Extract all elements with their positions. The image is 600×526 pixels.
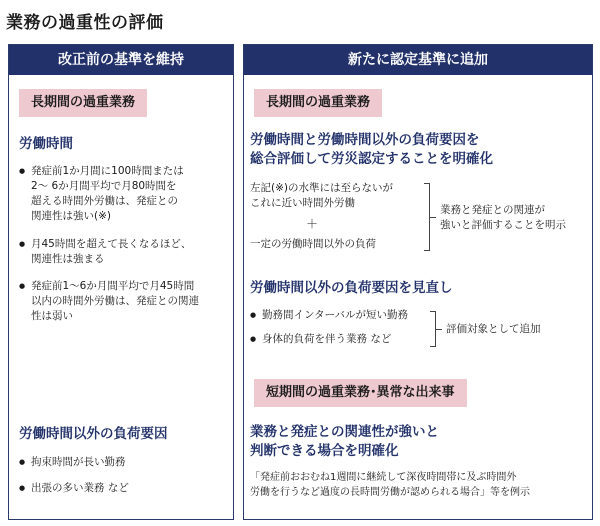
left-panel xyxy=(8,44,234,520)
left-heading-working-hours: 労働時間 xyxy=(19,136,73,152)
right-panel-header: 新たに認定基準に追加 xyxy=(244,45,592,75)
left-bullet-4: ● 拘束時間が長い勤務 xyxy=(19,455,231,470)
right-tag-long-term: 長期間の過重業務 xyxy=(254,89,382,117)
right-bullet-interval: ● 勤務間インターバルが短い勤務 xyxy=(250,308,408,323)
right-heading-comprehensive: 労働時間と労働時間以外の負荷要因を 総合評価して労災認定することを明確化 xyxy=(250,132,493,167)
right-result-strong-relation: 業務と発症との関連が 強いと評価することを明示 xyxy=(440,204,566,231)
left-bullet-1: ● 発症前1か月間に100時間または 2〜 6か月間平均で月80時間を 超える時間外労働は、発症との 関連性は強い(※) xyxy=(19,164,231,224)
right-heading-strong-relation: 業務と発症との関連性が強いと 判断できる場合を明確化 xyxy=(250,424,439,459)
plus-sign: ＋ xyxy=(306,217,319,231)
bracket-2-tick xyxy=(436,329,442,330)
left-bullet-5: ● 出張の多い業務 など xyxy=(19,481,231,496)
right-item-other-load: 一定の労働時間以外の負荷 xyxy=(250,238,376,250)
left-tag-long-term: 長期間の過重業務 xyxy=(19,89,147,117)
left-bullet-2: ● 月45時間を超えて長くなるほど、 関連性は強まる xyxy=(19,237,231,267)
right-note-example: 「発症前おおむね1週間に継続して深夜時間帯に及ぶ時間外 労働を行うなど過度の長時間労働が認められる場合」等を例示 xyxy=(250,472,530,498)
bracket-1-tick xyxy=(430,217,436,218)
right-bullet-physical: ● 身体的負荷を伴う業務 など xyxy=(250,332,391,347)
right-item-near-threshold: 左記(※)の水準には至らないが これに近い時間外労働 xyxy=(250,182,393,209)
right-tag-short-term: 短期間の過重業務･異常な出来事 xyxy=(254,379,467,407)
right-heading-review-factors: 労働時間以外の負荷要因を見直し xyxy=(250,280,453,296)
right-panel xyxy=(243,44,593,520)
left-heading-other-factors: 労働時間以外の負荷要因 xyxy=(19,426,168,442)
left-bullet-3: ● 発症前1〜6か月間平均で月45時間 以内の時間外労働は、発症との関連 性は弱い xyxy=(19,279,231,324)
right-result-add-target: 評価対象として追加 xyxy=(446,323,541,335)
left-panel-header: 改正前の基準を維持 xyxy=(9,45,233,75)
page-title: 業務の過重性の評価 xyxy=(6,13,164,33)
